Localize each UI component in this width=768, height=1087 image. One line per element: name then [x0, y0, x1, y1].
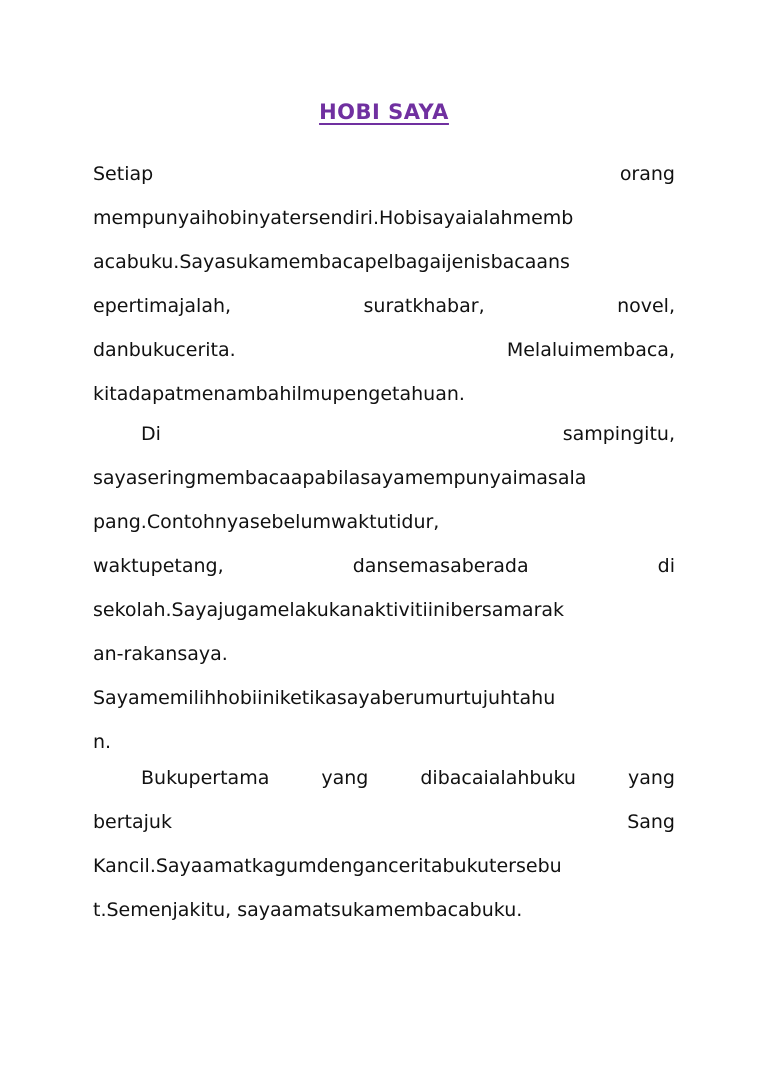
- paragraph-line: [93, 328, 675, 372]
- paragraph-line: t.Semenjakitu, sayaamatsukamembacabuku.: [93, 899, 523, 921]
- word: yang: [627, 767, 675, 789]
- word: dibacaialahbuku: [420, 767, 576, 789]
- word: danbukucerita.: [93, 339, 236, 361]
- paragraph-line: [93, 544, 675, 588]
- paragraph-line: kitadapatmenambahilmupengetahuan.: [93, 383, 465, 405]
- paragraph-line: an-rakansaya.: [93, 643, 228, 665]
- word: Melaluimembaca,: [506, 339, 675, 361]
- word: Sang: [627, 811, 675, 833]
- word: suratkhabar,: [363, 295, 485, 317]
- word: di: [657, 555, 675, 577]
- word: dansemasaberada: [352, 555, 529, 577]
- paragraph-line: [93, 756, 675, 800]
- paragraph-line: mempunyaihobinyatersendiri.Hobisayaialahmemb: [93, 207, 574, 229]
- paragraph-line: [93, 800, 675, 844]
- word: Bukupertama: [141, 767, 270, 789]
- paragraph-3: [93, 756, 675, 932]
- page-title: HOBI SAYA: [319, 100, 449, 124]
- word: epertimajalah,: [93, 295, 232, 317]
- paragraph-line: sekolah.Sayajugamelakukanaktivitiinibersamarak: [93, 599, 565, 621]
- word: orang: [619, 163, 675, 185]
- paragraph-line: Sayamemilihhobiiniketikasayaberumurtujuhtahu: [93, 687, 556, 709]
- paragraph-1: [93, 152, 675, 416]
- paragraph-2: [93, 412, 675, 764]
- paragraph-line: pang.Contohnyasebelumwaktutidur,: [93, 511, 440, 533]
- paragraph-line: [93, 284, 675, 328]
- paragraph-line: Kancil.Sayaamatkagumdenganceritabukutersebu: [93, 855, 562, 877]
- paragraph-line: sayaseringmembacaapabilasayamempunyaimasala: [93, 467, 587, 489]
- word: Setiap: [93, 163, 154, 185]
- paragraph-line: n.: [93, 731, 112, 753]
- paragraph-line: [93, 412, 675, 456]
- word: novel,: [617, 295, 675, 317]
- word: yang: [321, 767, 369, 789]
- word: sampingitu,: [562, 423, 675, 445]
- paragraph-line: acabuku.Sayasukamembacapelbagaijenisbacaans: [93, 251, 570, 273]
- word: Di: [141, 423, 161, 445]
- word: waktupetang,: [93, 555, 224, 577]
- word: bertajuk: [93, 811, 172, 833]
- paragraph-line: [93, 152, 675, 196]
